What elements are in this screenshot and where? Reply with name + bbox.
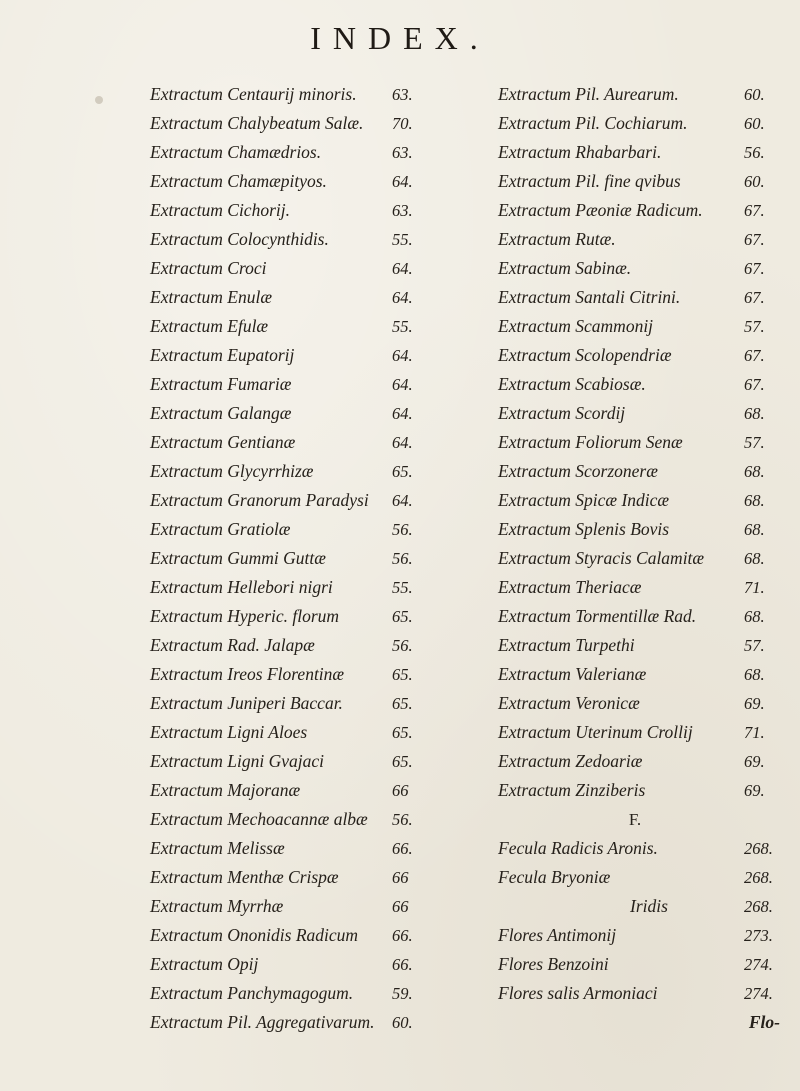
index-entry xyxy=(132,341,442,370)
index-entry xyxy=(480,747,790,776)
entry-page-number: 66 xyxy=(392,868,409,887)
entry-page-number: 273. xyxy=(744,926,773,945)
entry-label: Flores salis Armoniaci xyxy=(498,983,658,1003)
entry-label: Extractum Juniperi Baccar. xyxy=(150,693,343,713)
entry-label: Extractum Ireos Florentinæ xyxy=(150,664,345,684)
entry-page-number: 55. xyxy=(392,317,413,336)
index-entry xyxy=(132,979,442,1008)
entry-page-number: 64. xyxy=(392,375,413,394)
index-entry xyxy=(480,196,790,225)
entry-page-number: 68. xyxy=(744,520,765,539)
index-entry xyxy=(132,254,442,283)
index-entry xyxy=(480,631,790,660)
catchword-row xyxy=(480,1008,790,1037)
index-entry xyxy=(132,399,442,428)
entry-label: Extractum Tormentillæ Rad. xyxy=(498,606,697,626)
index-entry xyxy=(480,979,790,1008)
index-entry xyxy=(132,80,442,109)
index-entry xyxy=(132,718,442,747)
index-entry xyxy=(132,428,442,457)
index-entry xyxy=(480,283,790,312)
entry-page-number: 55. xyxy=(392,230,413,249)
entry-label: Extractum Scabiosæ. xyxy=(498,374,646,394)
entry-label: Extractum Rutæ. xyxy=(498,229,616,249)
index-entry xyxy=(132,573,442,602)
entry-label: Extractum Mechoacannæ albæ xyxy=(150,809,368,829)
index-entry xyxy=(132,921,442,950)
entry-label: Extractum Theriacæ xyxy=(498,577,642,597)
index-entry xyxy=(132,486,442,515)
entry-label: Extractum Rad. Jalapæ xyxy=(150,635,315,655)
entry-page-number: 63. xyxy=(392,201,413,220)
entry-page-number: 66 xyxy=(392,781,409,800)
entry-page-number: 63. xyxy=(392,143,413,162)
entry-page-number: 68. xyxy=(744,549,765,568)
entry-page-number: 64. xyxy=(392,433,413,452)
index-entry xyxy=(132,312,442,341)
entry-page-number: 65. xyxy=(392,665,413,684)
entry-page-number: 71. xyxy=(744,578,765,597)
entry-page-number: 67. xyxy=(744,346,765,365)
entry-label: Extractum Pil. Aggregativarum. xyxy=(150,1012,375,1032)
entry-page-number: 60. xyxy=(744,114,765,133)
entry-page-number: 67. xyxy=(744,375,765,394)
index-entry xyxy=(480,138,790,167)
index-entry xyxy=(480,834,790,863)
entry-label: Extractum Veronicæ xyxy=(498,693,640,713)
catchword: Flo- xyxy=(748,1012,780,1032)
index-entry xyxy=(132,167,442,196)
section-heading xyxy=(480,805,790,834)
index-entry xyxy=(480,921,790,950)
entry-label: Extractum Uterinum Crollij xyxy=(498,722,693,742)
entry-label: Extractum Valerianæ xyxy=(498,664,647,684)
index-entry xyxy=(132,138,442,167)
entry-label: Extractum Glycyrrhizæ xyxy=(150,461,314,481)
entry-label: Extractum Galangæ xyxy=(150,403,292,423)
entry-page-number: 68. xyxy=(744,462,765,481)
index-entry xyxy=(480,718,790,747)
entry-page-number: 56. xyxy=(392,549,413,568)
entry-page-number: 69. xyxy=(744,694,765,713)
index-entry xyxy=(480,892,790,921)
entry-page-number: 64. xyxy=(392,404,413,423)
entry-label: Extractum Ononidis Radicum xyxy=(150,925,359,945)
entry-label: Extractum Croci xyxy=(150,258,267,278)
entry-page-number: 63. xyxy=(392,85,413,104)
index-entry xyxy=(480,863,790,892)
index-entry xyxy=(132,225,442,254)
index-entry xyxy=(480,457,790,486)
index-entry xyxy=(480,689,790,718)
entry-label: Extractum Sabinæ. xyxy=(498,258,632,278)
entry-page-number: 67. xyxy=(744,288,765,307)
entry-page-number: 66 xyxy=(392,897,409,916)
index-entry xyxy=(132,776,442,805)
entry-label: Extractum Scammonij xyxy=(498,316,654,336)
entry-page-number: 57. xyxy=(744,317,765,336)
entry-page-number: 274. xyxy=(744,984,773,1003)
entry-page-number: 65. xyxy=(392,607,413,626)
index-entry xyxy=(132,1008,442,1037)
entry-label: Extractum Styracis Calamitæ xyxy=(498,548,705,568)
index-entry xyxy=(132,689,442,718)
entry-page-number: 65. xyxy=(392,694,413,713)
index-entry xyxy=(480,312,790,341)
entry-page-number: 67. xyxy=(744,259,765,278)
index-entry xyxy=(480,660,790,689)
entry-label: Extractum Gratiolæ xyxy=(150,519,291,539)
entry-label: Extractum Ligni Gvajaci xyxy=(150,751,325,771)
entry-label: Extractum Opij xyxy=(150,954,259,974)
entry-label: Extractum Efulæ xyxy=(150,316,269,336)
entry-page-number: 60. xyxy=(744,85,765,104)
index-entry xyxy=(132,196,442,225)
entry-label: Flores Benzoini xyxy=(498,954,609,974)
entry-page-number: 56. xyxy=(392,520,413,539)
index-entry xyxy=(132,109,442,138)
entry-page-number: 268. xyxy=(744,897,773,916)
entry-label: Extractum Centaurij minoris. xyxy=(150,84,357,104)
ink-mark xyxy=(95,96,103,104)
index-entry xyxy=(132,834,442,863)
index-entry xyxy=(480,950,790,979)
index-entry xyxy=(132,457,442,486)
entry-page-number: 65. xyxy=(392,723,413,742)
entry-page-number: 268. xyxy=(744,868,773,887)
entry-label: Extractum Colocynthidis. xyxy=(150,229,329,249)
entry-label: Extractum Zedoariæ xyxy=(498,751,643,771)
index-entry xyxy=(132,805,442,834)
entry-label: Extractum Scolopendriæ xyxy=(498,345,672,365)
entry-label: Extractum Scordij xyxy=(498,403,626,423)
index-entry xyxy=(480,80,790,109)
index-column-right xyxy=(480,80,790,1037)
entry-page-number: 57. xyxy=(744,636,765,655)
index-entry xyxy=(480,428,790,457)
entry-label: Fecula Radicis Aronis. xyxy=(498,838,658,858)
entry-label: Extractum Hellebori nigri xyxy=(150,577,333,597)
index-entry xyxy=(132,892,442,921)
index-entry xyxy=(132,660,442,689)
entry-page-number: 56. xyxy=(392,636,413,655)
entry-page-number: 70. xyxy=(392,114,413,133)
entry-label: Extractum Granorum Paradysi xyxy=(150,490,369,510)
entry-page-number: 64. xyxy=(392,491,413,510)
index-entry xyxy=(480,109,790,138)
entry-page-number: 66. xyxy=(392,839,413,858)
index-entry xyxy=(132,515,442,544)
entry-label: Extractum Hyperic. florum xyxy=(150,606,340,626)
entry-label: Flores Antimonij xyxy=(498,925,617,945)
index-entry xyxy=(480,776,790,805)
entry-label: Extractum Chalybeatum Salæ. xyxy=(150,113,364,133)
index-entry xyxy=(480,399,790,428)
page-title: INDEX. xyxy=(310,20,490,56)
entry-label: Extractum Pæoniæ Radicum. xyxy=(498,200,703,220)
entry-label: Extractum Rhabarbari. xyxy=(498,142,662,162)
entry-page-number: 66. xyxy=(392,955,413,974)
index-entry xyxy=(132,863,442,892)
entry-page-number: 55. xyxy=(392,578,413,597)
index-entry xyxy=(132,283,442,312)
index-entry xyxy=(480,167,790,196)
entry-label: Extractum Myrrhæ xyxy=(150,896,284,916)
index-entry xyxy=(480,602,790,631)
entry-label: Extractum Turpethi xyxy=(498,635,635,655)
index-entry xyxy=(132,950,442,979)
entry-label: Extractum Gummi Guttæ xyxy=(150,548,326,568)
entry-label: Extractum Chamæpityos. xyxy=(150,171,327,191)
entry-label: Extractum Spicæ Indicæ xyxy=(498,490,670,510)
entry-label: Extractum Panchymagogum. xyxy=(150,983,354,1003)
entry-page-number: 69. xyxy=(744,781,765,800)
index-entry xyxy=(480,573,790,602)
index-entry xyxy=(132,370,442,399)
entry-page-number: 64. xyxy=(392,259,413,278)
section-letter: F. xyxy=(628,810,642,829)
entry-page-number: 59. xyxy=(392,984,413,1003)
entry-label: Extractum Eupatorij xyxy=(150,345,295,365)
entry-label: Fecula Bryoniæ xyxy=(498,867,611,887)
entry-label: Extractum Pil. Aurearum. xyxy=(498,84,679,104)
entry-page-number: 60. xyxy=(392,1013,413,1032)
entry-label: Extractum Melissæ xyxy=(150,838,285,858)
index-entry xyxy=(480,486,790,515)
entry-label: Extractum Zinziberis xyxy=(498,780,646,800)
entry-page-number: 69. xyxy=(744,752,765,771)
index-column-left xyxy=(132,80,442,1037)
index-entry xyxy=(480,544,790,573)
entry-page-number: 64. xyxy=(392,288,413,307)
index-entry xyxy=(480,341,790,370)
index-entry xyxy=(132,544,442,573)
index-entry xyxy=(480,225,790,254)
entry-page-number: 64. xyxy=(392,346,413,365)
entry-page-number: 66. xyxy=(392,926,413,945)
entry-page-number: 268. xyxy=(744,839,773,858)
entry-page-number: 67. xyxy=(744,230,765,249)
entry-page-number: 274. xyxy=(744,955,773,974)
entry-label: Extractum Majoranæ xyxy=(150,780,301,800)
entry-page-number: 56. xyxy=(392,810,413,829)
entry-page-number: 68. xyxy=(744,607,765,626)
index-entry xyxy=(480,370,790,399)
entry-page-number: 60. xyxy=(744,172,765,191)
index-entry xyxy=(132,747,442,776)
entry-label: Extractum Santali Citrini. xyxy=(498,287,681,307)
index-entry xyxy=(480,515,790,544)
index-entry xyxy=(480,254,790,283)
entry-label: Extractum Foliorum Senæ xyxy=(498,432,683,452)
entry-page-number: 68. xyxy=(744,665,765,684)
entry-page-number: 65. xyxy=(392,462,413,481)
entry-page-number: 64. xyxy=(392,172,413,191)
entry-label: Extractum Pil. Cochiarum. xyxy=(498,113,688,133)
index-entry xyxy=(132,631,442,660)
entry-label: Extractum Enulæ xyxy=(150,287,272,307)
index-entry xyxy=(132,602,442,631)
entry-label: Extractum Chamædrios. xyxy=(150,142,322,162)
entry-label: Extractum Gentianæ xyxy=(150,432,296,452)
entry-page-number: 65. xyxy=(392,752,413,771)
entry-label: Extractum Scorzoneræ xyxy=(498,461,658,481)
entry-page-number: 57. xyxy=(744,433,765,452)
entry-label: Extractum Cichorij. xyxy=(150,200,290,220)
entry-page-number: 68. xyxy=(744,404,765,423)
entry-page-number: 56. xyxy=(744,143,765,162)
entry-page-number: 68. xyxy=(744,491,765,510)
entry-label: Iridis xyxy=(630,896,668,916)
entry-label: Extractum Pil. fine qvibus xyxy=(498,171,681,191)
entry-page-number: 67. xyxy=(744,201,765,220)
entry-label: Extractum Splenis Bovis xyxy=(498,519,670,539)
entry-page-number: 71. xyxy=(744,723,765,742)
entry-label: Extractum Fumariæ xyxy=(150,374,292,394)
entry-label: Extractum Menthæ Crispæ xyxy=(150,867,339,887)
entry-label: Extractum Ligni Aloes xyxy=(150,722,308,742)
